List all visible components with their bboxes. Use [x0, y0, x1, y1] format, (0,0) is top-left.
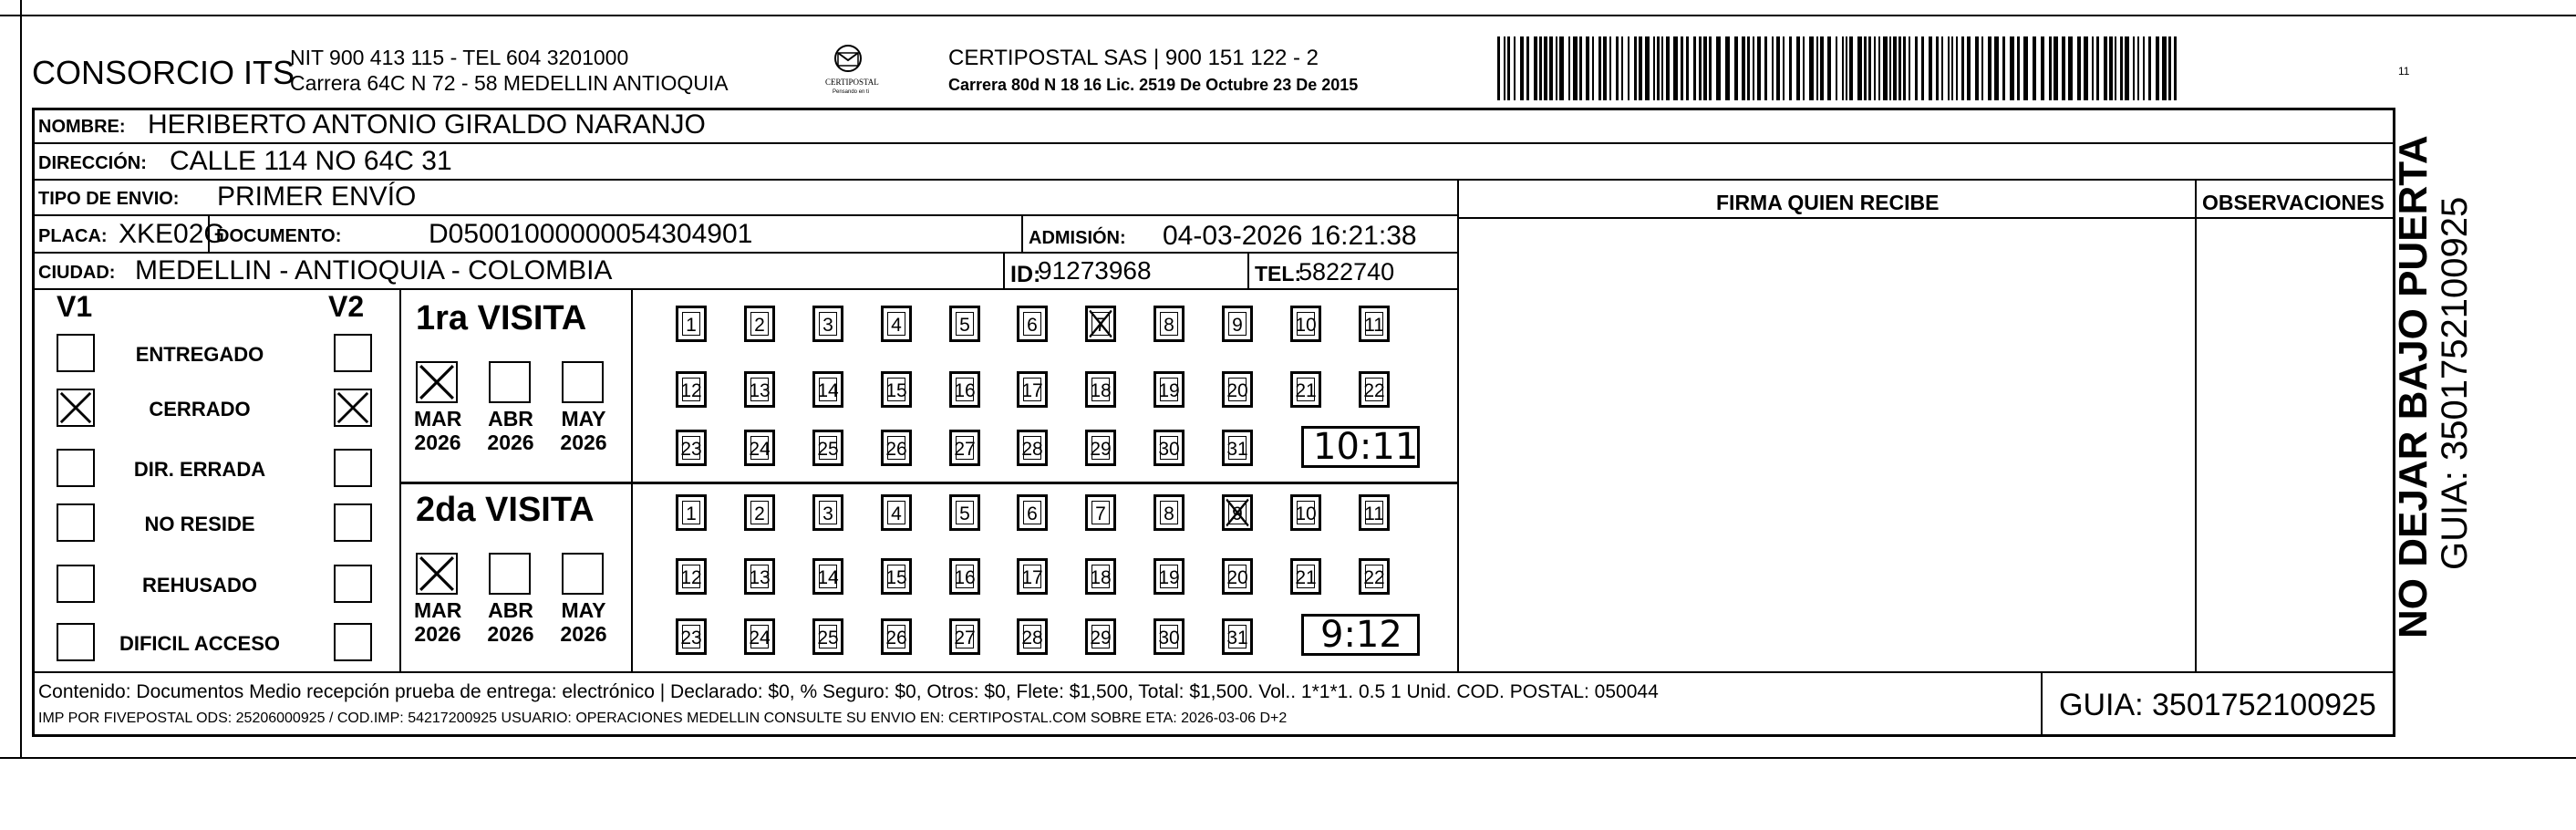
footer-guia: GUIA: 3501752100925: [2059, 688, 2376, 722]
visit1-day-25[interactable]: [812, 430, 843, 466]
day-number: 11: [1364, 315, 1384, 336]
day-number: 6: [1027, 315, 1038, 336]
nombre-label: NOMBRE:: [38, 117, 126, 137]
tipo-envio-label: TIPO DE ENVIO:: [38, 189, 180, 209]
first-visit-title: 1ra VISITA: [416, 299, 587, 337]
visit1-day-15[interactable]: [881, 371, 912, 408]
day-number: 20: [1226, 380, 1248, 401]
day-number: 4: [891, 315, 902, 336]
day-number: 2: [754, 315, 765, 336]
day-number: 5: [959, 503, 970, 524]
status-label: REHUSADO: [142, 574, 257, 597]
divider-ciudad-id: [1003, 252, 1005, 288]
divider-id-tel: [1247, 252, 1249, 288]
day-number: 18: [1090, 567, 1112, 588]
visit1-day-29[interactable]: [1085, 430, 1116, 466]
visit2-day-18[interactable]: [1085, 558, 1116, 595]
x-mark-icon: [418, 555, 456, 593]
company-address: Carrera 64C N 72 - 58 MEDELLIN ANTIOQUIA: [290, 71, 729, 95]
day-number: 8: [1164, 503, 1174, 524]
placa-value: XKE02G: [119, 219, 225, 249]
year-label: 2026: [414, 431, 461, 454]
status-label: DIR. ERRADA: [133, 458, 266, 481]
divider-doc-admision: [1021, 215, 1023, 252]
visit2-day-26[interactable]: [881, 618, 912, 655]
visit1-day-26[interactable]: [881, 430, 912, 466]
id-label: ID:: [1010, 262, 1041, 287]
v2-checkbox-4[interactable]: [334, 565, 372, 603]
visit2-day-31[interactable]: [1222, 618, 1253, 655]
year-label: 2026: [560, 622, 607, 646]
tel-value: 5822740: [1298, 258, 1395, 285]
visit2-day-8[interactable]: [1154, 494, 1185, 531]
day-number: 17: [1021, 380, 1043, 401]
visit2-day-7[interactable]: [1085, 494, 1116, 531]
divider-visit1-visit2: [399, 482, 1459, 484]
direccion-label: DIRECCIÓN:: [38, 153, 147, 173]
visit2-day-9[interactable]: [1222, 494, 1253, 531]
visit2-day-15[interactable]: [881, 558, 912, 595]
second-visit-title: 2da VISITA: [416, 491, 595, 529]
v2-checkbox-2[interactable]: [334, 449, 372, 487]
divider-status-visits: [399, 288, 401, 671]
day-number: 23: [680, 439, 702, 460]
visit1-day-12[interactable]: [676, 371, 707, 408]
year-label: 2026: [560, 431, 607, 454]
day-number: 21: [1295, 567, 1317, 588]
visit2-day-24[interactable]: [744, 618, 775, 655]
visit1-day-10[interactable]: [1290, 306, 1321, 342]
month-label: MAY: [561, 407, 606, 431]
day-number: 31: [1226, 628, 1248, 648]
v2-checkbox-1[interactable]: [334, 389, 372, 427]
day-number: 1: [686, 315, 697, 336]
day-number: 17: [1021, 567, 1043, 588]
firma-header: FIRMA QUIEN RECIBE: [1716, 191, 1940, 214]
visit2-day-5[interactable]: [949, 494, 980, 531]
v2-header: V2: [328, 290, 365, 323]
placa-label: PLACA:: [38, 226, 108, 246]
documento-value: D05001000000054304901: [429, 219, 753, 249]
visit2-day-25[interactable]: [812, 618, 843, 655]
visit1-day-6[interactable]: [1017, 306, 1048, 342]
day-number: 4: [891, 503, 902, 524]
left-frame-line: [20, 0, 22, 757]
visit2-month-checkbox-1[interactable]: [489, 553, 531, 595]
id-value: 91273968: [1038, 256, 1152, 285]
visit2-day-17[interactable]: [1017, 558, 1048, 595]
visit1-month-checkbox-1[interactable]: [489, 361, 531, 403]
visit1-month-checkbox-2[interactable]: [562, 361, 604, 403]
divider-firma-left: [1457, 179, 1459, 671]
day-number: 14: [817, 567, 839, 588]
divider-visits-days: [631, 288, 633, 671]
visit2-month-checkbox-2[interactable]: [562, 553, 604, 595]
day-number: 13: [749, 380, 771, 401]
day-number: 30: [1158, 439, 1180, 460]
visit1-day-4[interactable]: [881, 306, 912, 342]
year-label: 2026: [487, 431, 534, 454]
visit2-day-10[interactable]: [1290, 494, 1321, 531]
day-number: 19: [1158, 567, 1180, 588]
certipostal-address: Carrera 80d N 18 16 Lic. 2519 De Octubre 23 De 2015: [948, 76, 1359, 94]
day-number: 6: [1027, 503, 1038, 524]
x-mark-icon: [418, 363, 456, 401]
divider-nombre: [32, 142, 2395, 144]
admision-label: ADMISIÓN:: [1029, 228, 1126, 248]
day-number: 29: [1090, 439, 1112, 460]
visit1-day-13[interactable]: [744, 371, 775, 408]
second-visit-time-box: [1301, 614, 1420, 656]
visit2-day-21[interactable]: [1290, 558, 1321, 595]
visit2-day-11[interactable]: [1359, 494, 1390, 531]
day-number: 25: [817, 628, 839, 648]
visit2-day-22[interactable]: [1359, 558, 1390, 595]
day-number: 26: [885, 439, 907, 460]
day-number: 7: [1095, 503, 1106, 524]
day-number: 19: [1158, 380, 1180, 401]
divider-direccion: [32, 179, 2395, 181]
ciudad-value: MEDELLIN - ANTIOQUIA - COLOMBIA: [135, 255, 613, 285]
footer-contenido: Contenido: Documentos Medio recepción prueba de entrega: electrónico | Declarado: $0, % Seguro: $0, Otros: $0, Flete: $1,500, Total: $1,500. Vol.. 1*1*1. 0.5 1 Unid. COD. POSTAL: 050044: [38, 681, 1659, 702]
visit1-day-20[interactable]: [1222, 371, 1253, 408]
day-number: 28: [1021, 628, 1043, 648]
day-number: 12: [680, 567, 702, 588]
day-number: 10: [1295, 503, 1317, 524]
x-mark-icon: [336, 390, 370, 425]
first-visit-time-box: [1301, 426, 1420, 468]
visit1-day-30[interactable]: [1154, 430, 1185, 466]
month-label: MAY: [561, 598, 606, 622]
visit1-month-checkbox-0[interactable]: [416, 361, 458, 403]
corner-mark: 11: [2398, 65, 2410, 78]
visit2-day-3[interactable]: [812, 494, 843, 531]
visit2-day-4[interactable]: [881, 494, 912, 531]
footer-imp: IMP POR FIVEPOSTAL ODS: 25206000925 / COD.IMP: 54217200925 USUARIO: OPERACIONES MEDELLIN CONSULTE SU ENVIO EN: CERTIPOSTAL.COM SOBRE ETA: 2026-03-06 D+2: [38, 711, 1288, 726]
day-number: 21: [1295, 380, 1317, 401]
status-label: CERRADO: [149, 398, 251, 420]
visit2-day-6[interactable]: [1017, 494, 1048, 531]
observaciones-header: OBSERVACIONES: [2202, 191, 2385, 214]
day-number: 24: [749, 439, 771, 460]
admision-value: 04-03-2026 16:21:38: [1163, 221, 1417, 251]
envelope-logo-icon: [825, 44, 871, 80]
month-label: ABR: [488, 407, 533, 431]
day-number: 27: [954, 439, 976, 460]
visit1-day-23[interactable]: [676, 430, 707, 466]
day-number: 8: [1164, 315, 1174, 336]
day-number: 28: [1021, 439, 1043, 460]
day-number: 9: [1232, 315, 1243, 336]
day-number: 3: [822, 315, 833, 336]
divider-obs-left: [2195, 179, 2197, 671]
visit2-month-checkbox-0[interactable]: [416, 553, 458, 595]
visit2-day-30[interactable]: [1154, 618, 1185, 655]
day-number: 16: [954, 380, 976, 401]
ciudad-label: CIUDAD:: [38, 263, 116, 283]
nombre-value: HERIBERTO ANTONIO GIRALDO NARANJO: [148, 109, 706, 140]
certipostal-logo: [825, 44, 879, 100]
day-number: 12: [680, 380, 702, 401]
day-number: 11: [1364, 503, 1384, 524]
visit1-day-3[interactable]: [812, 306, 843, 342]
divider-footer-guia: [2041, 671, 2043, 737]
direccion-value: CALLE 114 NO 64C 31: [170, 146, 452, 176]
visit2-day-14[interactable]: [812, 558, 843, 595]
v2-checkbox-5[interactable]: [334, 623, 372, 661]
status-label: DIFICIL ACCESO: [119, 632, 280, 655]
visit1-day-7[interactable]: [1085, 306, 1116, 342]
visit2-day-13[interactable]: [744, 558, 775, 595]
year-label: 2026: [414, 622, 461, 646]
visit1-day-14[interactable]: [812, 371, 843, 408]
visit2-day-29[interactable]: [1085, 618, 1116, 655]
day-number: 22: [1363, 567, 1385, 588]
barcode: [1497, 36, 2178, 100]
divider-columns-header: [1459, 217, 2395, 219]
month-label: MAR: [414, 407, 462, 431]
visit1-day-1[interactable]: [676, 306, 707, 342]
v2-checkbox-3[interactable]: [334, 503, 372, 542]
day-number: 14: [817, 380, 839, 401]
day-number: 30: [1158, 628, 1180, 648]
certipostal-name: CERTIPOSTAL SAS | 900 151 122 - 2: [948, 46, 1319, 70]
visit1-day-31[interactable]: [1222, 430, 1253, 466]
day-number: 20: [1226, 567, 1248, 588]
day-number: 31: [1226, 439, 1248, 460]
visit1-day-2[interactable]: [744, 306, 775, 342]
month-label: MAR: [414, 598, 462, 622]
visit1-day-28[interactable]: [1017, 430, 1048, 466]
day-number: 13: [749, 567, 771, 588]
top-frame-line: [0, 15, 2576, 16]
day-number: 2: [754, 503, 765, 524]
month-label: ABR: [488, 598, 533, 622]
visit1-day-8[interactable]: [1154, 306, 1185, 342]
tel-label: TEL:: [1255, 262, 1302, 285]
day-number: 10: [1295, 315, 1317, 336]
visit2-day-28[interactable]: [1017, 618, 1048, 655]
side-guia: GUIA: 3501752100925: [2435, 196, 2475, 570]
company-name: CONSORCIO ITS: [32, 54, 295, 91]
visit2-day-2[interactable]: [744, 494, 775, 531]
day-number: 23: [680, 628, 702, 648]
visit1-day-5[interactable]: [949, 306, 980, 342]
divider-placa: [32, 252, 1459, 254]
visit2-day-12[interactable]: [676, 558, 707, 595]
visit1-day-24[interactable]: [744, 430, 775, 466]
divider-ciudad: [32, 288, 1459, 290]
day-number: 9: [1232, 503, 1243, 524]
first-visit-time: 10:11: [1313, 426, 1419, 468]
status-label: ENTREGADO: [135, 343, 264, 366]
day-number: 18: [1090, 380, 1112, 401]
status-label: NO RESIDE: [144, 513, 255, 535]
v1-header: V1: [57, 290, 93, 323]
day-number: 5: [959, 315, 970, 336]
day-number: 26: [885, 628, 907, 648]
side-no-dejar: NO DEJAR BAJO PUERTA: [2391, 135, 2436, 638]
visit1-day-16[interactable]: [949, 371, 980, 408]
visit1-day-17[interactable]: [1017, 371, 1048, 408]
visit1-day-21[interactable]: [1290, 371, 1321, 408]
day-number: 7: [1095, 315, 1106, 336]
visit1-day-22[interactable]: [1359, 371, 1390, 408]
visit1-day-27[interactable]: [949, 430, 980, 466]
day-number: 25: [817, 439, 839, 460]
divider-tipo: [32, 214, 1459, 216]
logo-subtext: Pensando en ti: [833, 89, 870, 95]
visit2-day-1[interactable]: [676, 494, 707, 531]
logo-text: CERTIPOSTAL: [825, 78, 879, 87]
visit2-day-20[interactable]: [1222, 558, 1253, 595]
visit2-day-16[interactable]: [949, 558, 980, 595]
day-number: 27: [954, 628, 976, 648]
day-number: 15: [885, 567, 907, 588]
visit1-day-18[interactable]: [1085, 371, 1116, 408]
day-number: 16: [954, 567, 976, 588]
visit2-day-19[interactable]: [1154, 558, 1185, 595]
second-visit-time: 9:12: [1320, 614, 1402, 656]
visit1-day-19[interactable]: [1154, 371, 1185, 408]
visit1-day-11[interactable]: [1359, 306, 1390, 342]
year-label: 2026: [487, 622, 534, 646]
company-nit-tel: NIT 900 413 115 - TEL 604 3201000: [290, 46, 629, 69]
day-number: 22: [1363, 380, 1385, 401]
tipo-envio-value: PRIMER ENVÍO: [217, 182, 417, 212]
documento-label: DOCUMENTO:: [216, 226, 342, 246]
day-number: 24: [749, 628, 771, 648]
day-number: 15: [885, 380, 907, 401]
v2-checkbox-0[interactable]: [334, 334, 372, 372]
visit1-day-9[interactable]: [1222, 306, 1253, 342]
bottom-frame-line: [0, 757, 2576, 759]
day-number: 1: [686, 503, 697, 524]
visit2-day-23[interactable]: [676, 618, 707, 655]
visit2-day-27[interactable]: [949, 618, 980, 655]
barcode-bars: [1497, 36, 2178, 100]
day-number: 3: [822, 503, 833, 524]
day-number: 29: [1090, 628, 1112, 648]
